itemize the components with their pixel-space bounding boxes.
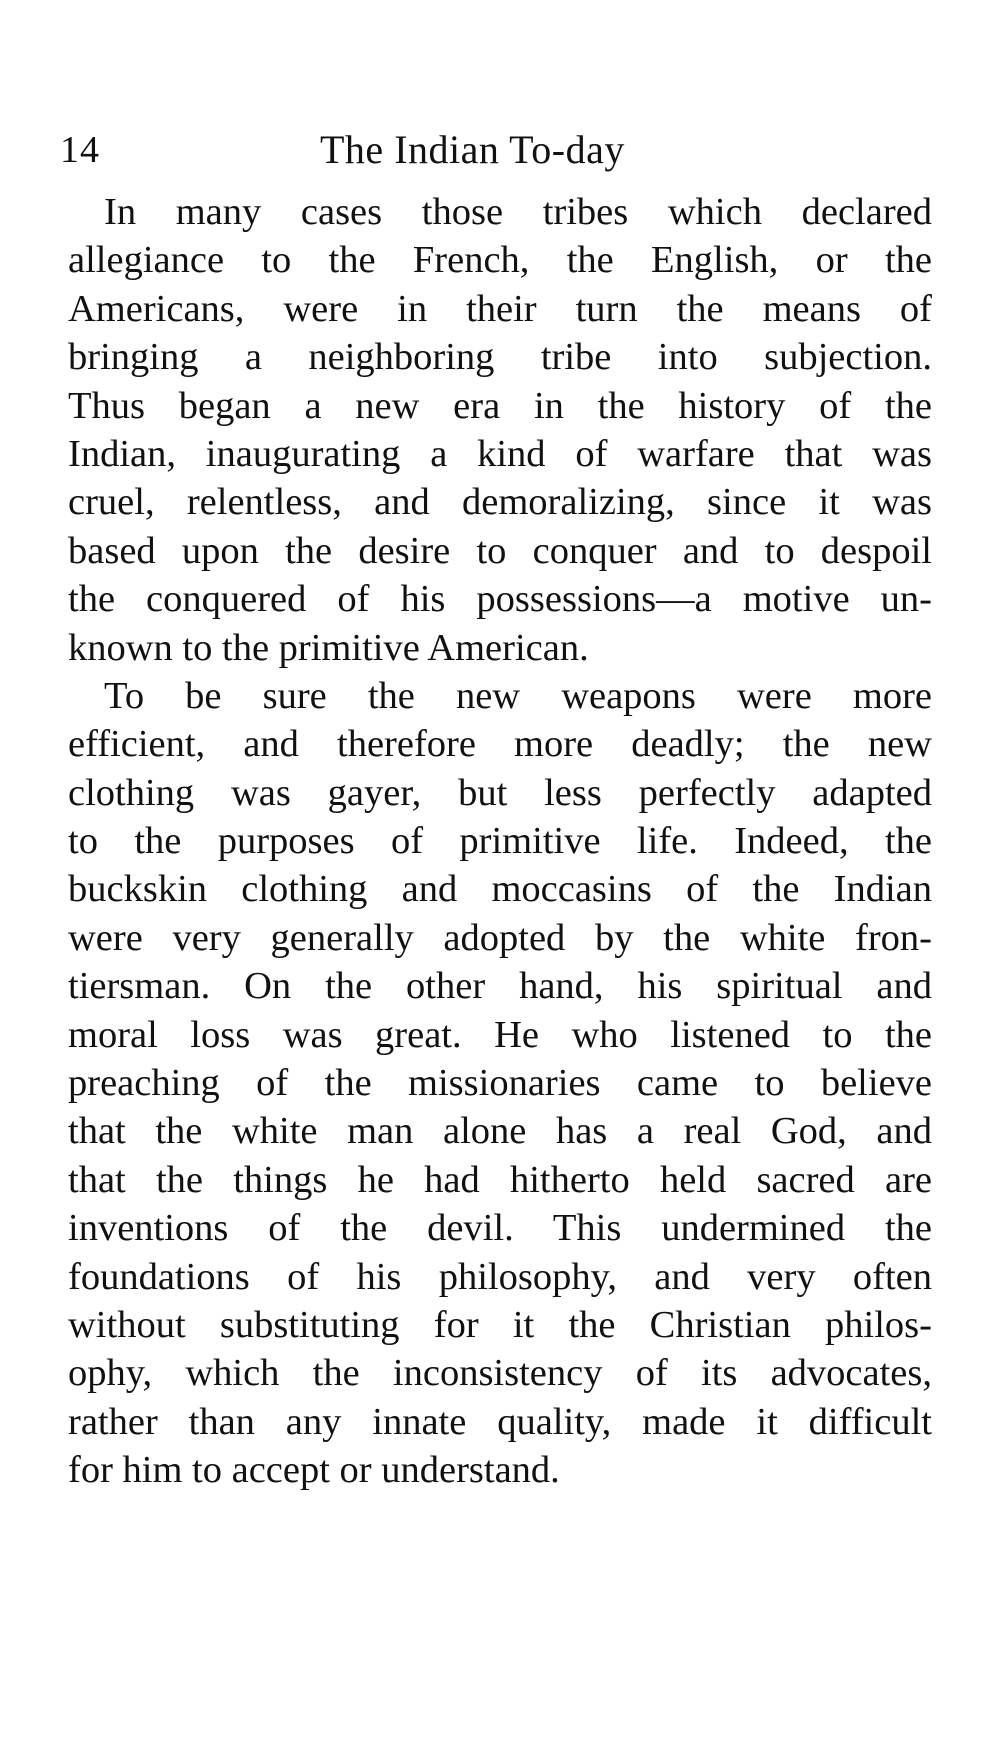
text-line: To be sure the new weapons were more	[104, 674, 932, 717]
text-line: Indian, inaugurating a kind of warfare that was	[68, 432, 932, 475]
text-line: moral loss was great. He who listened to the	[68, 1013, 932, 1056]
text-line: without substituting for it the Christian philos-	[68, 1303, 932, 1346]
text-line: based upon the desire to conquer and to despoil	[68, 529, 932, 572]
page-number: 14	[60, 129, 100, 171]
body-text	[68, 188, 932, 1495]
text-line: known to the primitive American.	[68, 626, 589, 669]
text-line: bringing a neighboring tribe into subjection.	[68, 336, 932, 379]
text-line: In many cases those tribes which declared	[104, 191, 932, 233]
paragraph-2	[68, 672, 932, 1495]
text-line: Americans, were in their turn the means of	[68, 287, 932, 330]
text-line: buckskin clothing and moccasins of the Indian	[68, 868, 932, 911]
text-line: foundations of his philosophy, and very often	[68, 1255, 932, 1298]
text-line: Thus began a new era in the history of the	[68, 384, 932, 427]
text-line: for him to accept or understand.	[68, 1449, 560, 1492]
text-line: that the things he had hitherto held sacred are	[68, 1158, 932, 1201]
text-line: that the white man alone has a real God, and	[68, 1110, 932, 1153]
text-line: cruel, relentless, and demoralizing, since it was	[68, 481, 932, 524]
text-line: efficient, and therefore more deadly; the new	[68, 723, 932, 766]
text-line: preaching of the missionaries came to believe	[68, 1062, 932, 1105]
text-line: tiersman. On the other hand, his spiritual and	[68, 965, 932, 1008]
text-line: the conquered of his possessions—a motive un-	[68, 578, 932, 621]
running-title: The Indian To-day	[320, 127, 625, 172]
paragraph-1	[68, 188, 932, 672]
text-line: inventions of the devil. This undermined the	[68, 1207, 932, 1250]
text-line: clothing was gayer, but less perfectly adapted	[68, 771, 932, 814]
text-line: rather than any innate quality, made it difficult	[68, 1400, 932, 1443]
page-header	[60, 120, 940, 180]
text-line: allegiance to the French, the English, or the	[68, 239, 932, 282]
text-line: to the purposes of primitive life. Indeed, the	[68, 820, 932, 863]
text-line: ophy, which the inconsistency of its advocates,	[68, 1352, 932, 1395]
text-line: were very generally adopted by the white fron-	[68, 916, 932, 959]
